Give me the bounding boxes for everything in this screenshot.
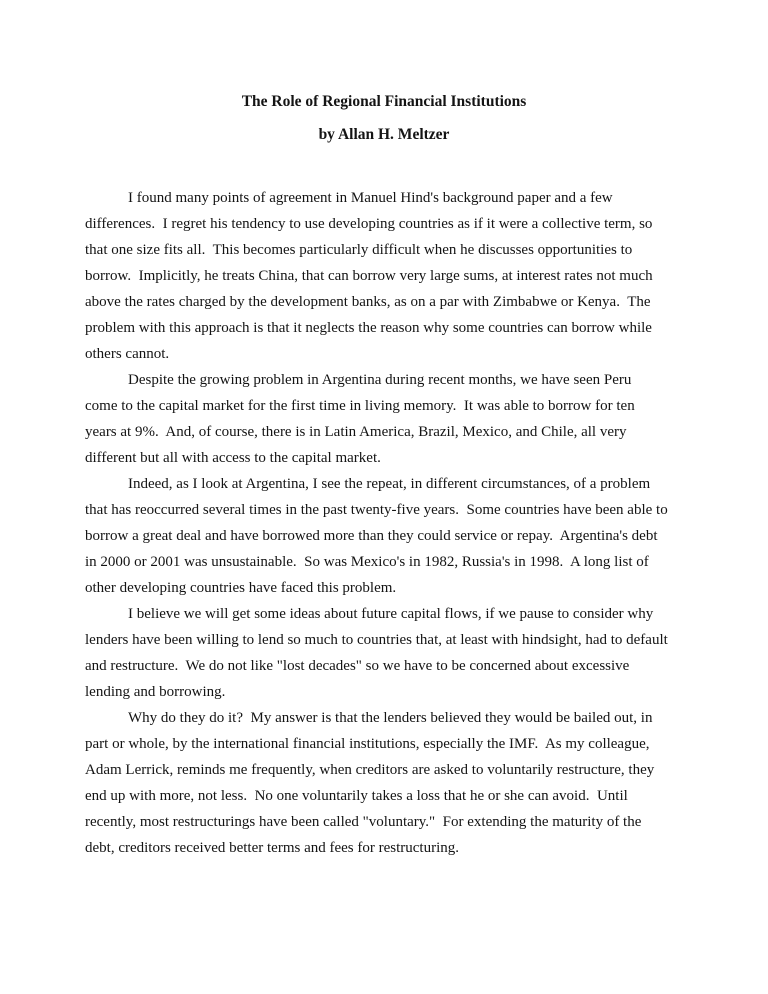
text-line: that one size fits all. This becomes particularly difficult when he discusses opportunities to [85,242,633,258]
paragraph-4 [85,601,725,705]
text-line: others cannot. [85,346,170,362]
text-line: Adam Lerrick, reminds me frequently, when creditors are asked to voluntarily restructure, they [85,762,655,778]
paragraph-2 [85,367,725,471]
text-line: in 2000 or 2001 was unsustainable. So was Mexico's in 1982, Russia's in 1998. A long list of [85,554,649,570]
text-line: lenders have been willing to lend so much to countries that, at least with hindsight, had to default [85,632,668,648]
text-line: Why do they do it? My answer is that the lenders believed they would be bailed out, in [128,710,653,726]
text-line: years at 9%. And, of course, there is in Latin America, Brazil, Mexico, and Chile, all very [85,424,627,440]
text-line: recently, most restructurings have been called "voluntary." For extending the maturity of the [85,814,642,830]
paragraph-1 [85,185,725,367]
text-line: and restructure. We do not like "lost decades" so we have to be concerned about excessive [85,658,630,674]
text-line: Despite the growing problem in Argentina during recent months, we have seen Peru [128,372,632,388]
text-line: debt, creditors received better terms and fees for restructuring. [85,840,460,856]
document-byline: by Allan H. Meltzer [318,126,450,143]
text-line: borrow a great deal and have borrowed more than they could service or repay. Argentina's debt [85,528,658,544]
paragraph-5 [85,705,725,861]
text-line: come to the capital market for the first time in living memory. It was able to borrow for ten [85,398,635,414]
document-title: The Role of Regional Financial Institutions [241,93,527,110]
text-line: other developing countries have faced this problem. [85,580,397,596]
text-line: part or whole, by the international financial institutions, especially the IMF. As my colleague, [85,736,650,752]
text-line: differences. I regret his tendency to use developing countries as if it were a collective term, so [85,216,653,232]
text-line: lending and borrowing. [85,684,226,700]
text-line: above the rates charged by the development banks, as on a par with Zimbabwe or Kenya. The [85,294,651,310]
document-body [85,185,725,861]
text-line: end up with more, not less. No one voluntarily takes a loss that he or she can avoid. Until [85,788,628,804]
text-line: problem with this approach is that it neglects the reason why some countries can borrow while [85,320,652,336]
paragraph-3 [85,471,725,601]
text-line: different but all with access to the capital market. [85,450,381,466]
text-line: Indeed, as I look at Argentina, I see the repeat, in different circumstances, of a problem [128,476,651,492]
text-line: borrow. Implicitly, he treats China, that can borrow very large sums, at interest rates not much [85,268,653,284]
text-line: I believe we will get some ideas about future capital flows, if we pause to consider why [128,606,654,622]
text-line: I found many points of agreement in Manuel Hind's background paper and a few [128,190,613,206]
text-line: that has reoccurred several times in the past twenty-five years. Some countries have been able to [85,502,668,518]
